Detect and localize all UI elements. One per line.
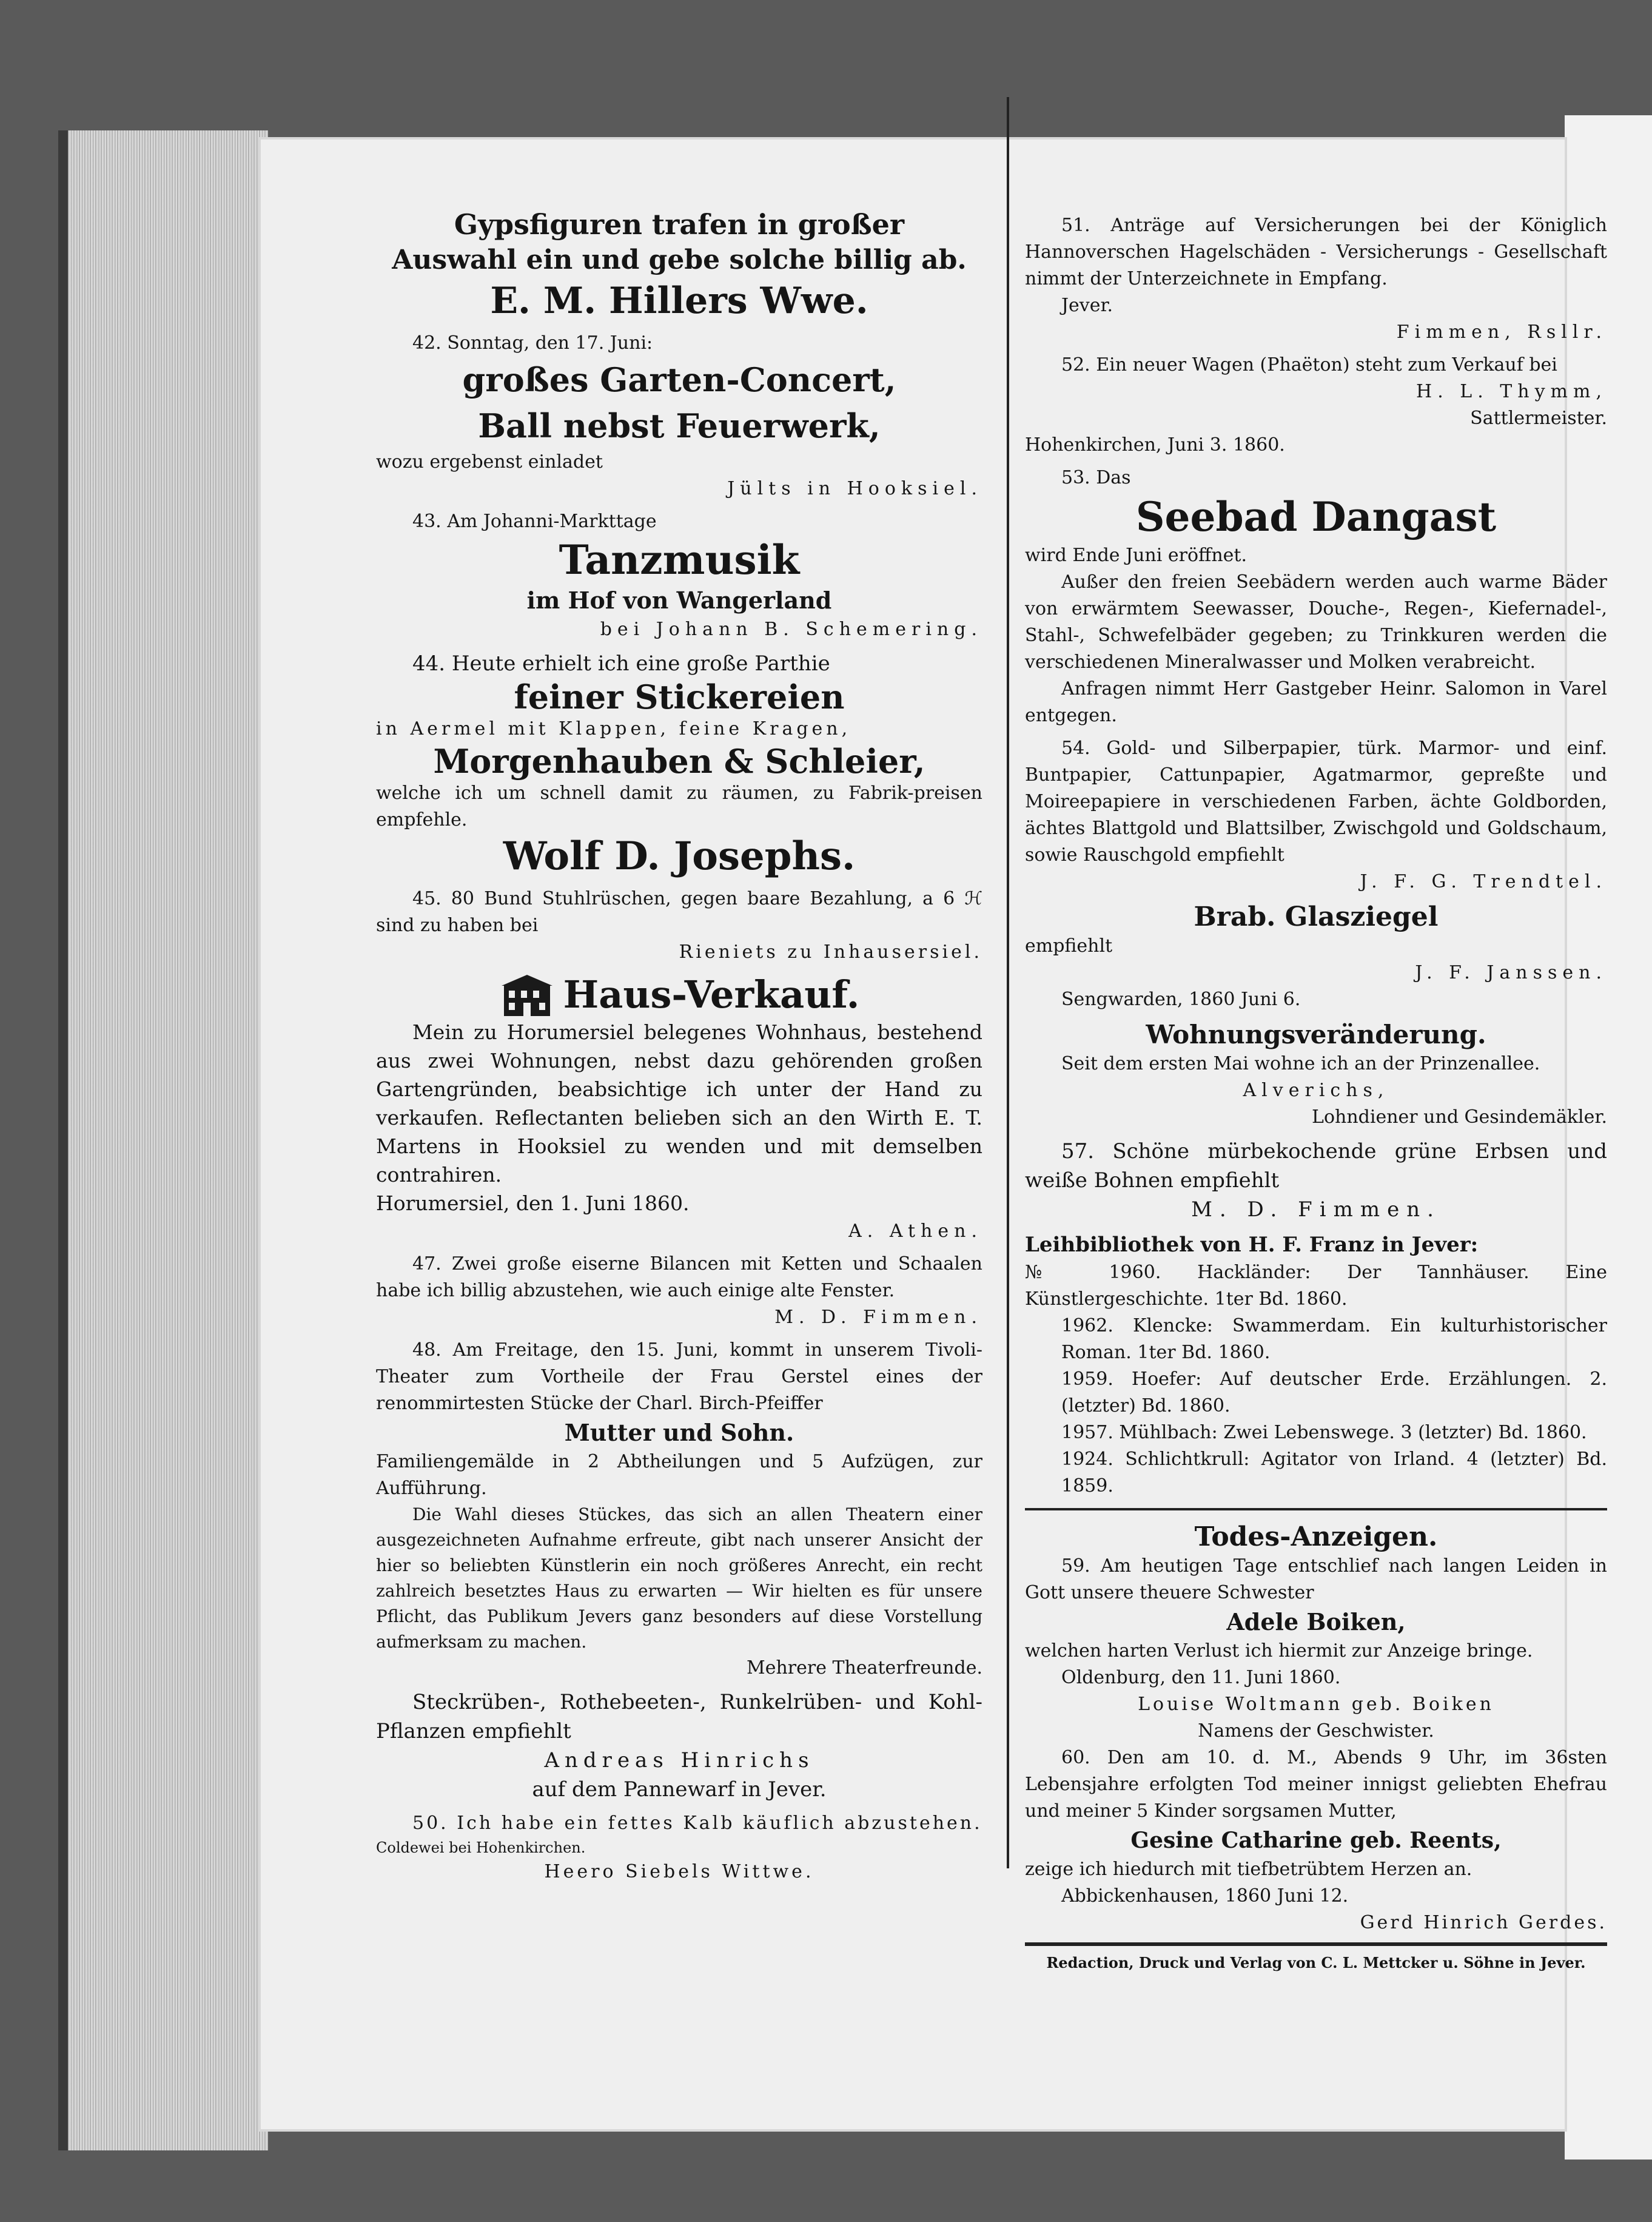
ad52-date: Hohenkirchen, Juni 3. 1860.	[1025, 434, 1285, 456]
library-item: 1959. Hoefer: Auf deutscher Erde. Erzählungen. 2. (letzter) Bd. 1860.	[1061, 1369, 1607, 1416]
ad57-sign: M. D. Fimmen.	[1191, 1197, 1441, 1222]
ad-50	[376, 1810, 982, 1885]
library-head: Leihbibliothek von H. F. Franz in Jever:	[1025, 1233, 1479, 1257]
brab-sign: J. F. Janssen.	[1415, 962, 1607, 983]
ad-haus-verkauf	[376, 972, 982, 1245]
ad45-sign: Rieniets zu Inhausersiel.	[679, 941, 982, 963]
ad-brab-glasziegel	[1025, 901, 1607, 1013]
ad42-invite: wozu ergebenst einladet	[376, 451, 603, 473]
ad-45	[376, 886, 982, 966]
deaths-title: Todes-Anzeigen.	[1194, 1521, 1438, 1552]
ad59-sign2: Namens der Geschwister.	[1198, 1720, 1434, 1742]
ad-53	[1025, 465, 1607, 729]
ad-library	[1025, 1230, 1607, 1500]
ad44-intro: 44. Heute erhielt ich eine große Parthie	[412, 651, 830, 676]
ad44-firm: Wolf D. Josephs.	[503, 833, 856, 879]
ad59-body: 59. Am heutigen Tage entschlief nach langen Leiden in Gott unsere theuere Schwester	[1025, 1555, 1607, 1603]
wohnung-body: Seit dem ersten Mai wohne ich an der Prinzenallee.	[1061, 1053, 1540, 1074]
gyps-firm: E. M. Hillers Wwe.	[490, 280, 868, 322]
column-divider	[1007, 97, 1009, 1868]
ad43-num: 43. Am Johanni-Markttage	[412, 511, 657, 532]
book-spine	[58, 130, 268, 2150]
haus-sign: A. Athen.	[848, 1220, 982, 1242]
ad44-body: welche ich um schnell damit zu räumen, zu Fabrik-preisen empfehle.	[376, 783, 982, 830]
library-item: 1957. Mühlbach: Zwei Lebenswege. 3 (letzter) Bd. 1860.	[1061, 1422, 1587, 1443]
ad43-h1: Tanzmusik	[559, 536, 800, 584]
ad50-place: Coldewei bei Hohenkirchen.	[376, 1839, 586, 1856]
wohnung-title: Wohnungsveränderung.	[1146, 1020, 1486, 1049]
house-icon	[499, 972, 555, 1017]
ad45-body: 45. 80 Bund Stuhlrüschen, gegen baare Bezahlung, a 6 ℋ sind zu haben bei	[376, 888, 982, 936]
ad49-sign2: auf dem Pannewarf in Jever.	[532, 1777, 827, 1802]
brab-title: Brab. Glasziegel	[1194, 901, 1439, 932]
ad42-num: 42. Sonntag, den 17. Juni:	[412, 332, 653, 354]
ad47-body: 47. Zwei große eiserne Bilancen mit Ketten und Schaalen habe ich billig abzustehen, wie auch einige alte Fenster.	[376, 1253, 982, 1301]
ad51-body: 51. Anträge auf Versicherungen bei der Königlich Hannoverschen Hagelschäden - Versicherungs - Gesellschaft nimmt der Unterzeichnete in Empfang.	[1025, 215, 1607, 289]
ad-54	[1025, 735, 1607, 895]
ad-52	[1025, 352, 1607, 459]
ad-48	[376, 1337, 982, 1682]
ad-gypsfiguren	[376, 206, 982, 324]
ad60-body: 60. Den am 10. d. M., Abends 9 Uhr, im 36sten Lebensjahre erfolgten Tod meiner innigst geliebten Ehefrau und meiner 5 Kinder sorgsamen Mutter,	[1025, 1747, 1607, 1822]
ad53-open: wird Ende Juni eröffnet.	[1025, 545, 1247, 566]
ad49-body: Steckrüben-, Rothebeeten-, Runkelrüben- und Kohl-Pflanzen empfiehlt	[376, 1690, 982, 1743]
ad60-line: zeige ich hiedurch mit tiefbetrübtem Herzen an.	[1025, 1859, 1472, 1880]
ad50-sign: Heero Siebels Wittwe.	[544, 1861, 814, 1882]
left-column	[376, 206, 982, 1891]
ad54-body: 54. Gold- und Silberpapier, türk. Marmor- und einf. Buntpapier, Cattunpapier, Agatmarmor, gepreßte und Moireepapiere in verschiedenen Farben, ächte Goldborden, ächtes Blattgold und Blattsilber, Zwischgold und Goldschaum, sowie Rauschgold empfiehlt	[1025, 738, 1607, 866]
ad48-body: 48. Am Freitage, den 15. Juni, kommt in unserem Tivoli-Theater zum Vortheile der Frau Gerstel eines der renommirtesten Stücke der Charl. Birch-Pfeiffer	[376, 1339, 982, 1414]
ad59-line: welchen harten Verlust ich hiermit zur Anzeige bringe.	[1025, 1640, 1533, 1661]
ad-wohnung	[1025, 1019, 1607, 1131]
ad44-h1: feiner Stickereien	[514, 678, 845, 716]
ad57-body: 57. Schöne mürbekochende grüne Erbsen und weiße Bohnen empfiehlt	[1025, 1139, 1607, 1193]
ad52-sign1: H. L. Thymm,	[1416, 381, 1607, 402]
ad47-sign: M. D. Fimmen.	[774, 1307, 982, 1328]
ad51-place: Jever.	[1061, 295, 1113, 316]
ad60-date: Abbickenhausen, 1860 Juni 12.	[1061, 1885, 1349, 1907]
ad48-title: Mutter und Sohn.	[564, 1419, 794, 1446]
ad51-sign: Fimmen, Rsllr.	[1396, 322, 1607, 343]
ad43-h2: im Hof von Wangerland	[526, 587, 832, 614]
ad44-h2: Morgenhauben & Schleier,	[433, 742, 925, 781]
ad-49	[376, 1688, 982, 1804]
haus-title: Haus-Verkauf.	[563, 972, 860, 1017]
ad42-h1: großes Garten-Concert,	[462, 360, 896, 399]
brab-date: Sengwarden, 1860 Juni 6.	[1061, 989, 1301, 1010]
ad59-date: Oldenburg, den 11. Juni 1860.	[1061, 1667, 1341, 1688]
ad60-sign: Gerd Hinrich Gerdes.	[1360, 1912, 1607, 1933]
right-column	[1025, 212, 1607, 1974]
haus-date: Horumersiel, den 1. Juni 1860.	[376, 1191, 690, 1215]
ad53-body2: Anfragen nimmt Herr Gastgeber Heinr. Salomon in Varel entgegen.	[1025, 678, 1607, 726]
haus-title-row	[376, 972, 982, 1018]
haus-body: Mein zu Horumersiel belegenes Wohnhaus, bestehend aus zwei Wohnungen, nebst dazu gehörenden großen Gartengründen, beabsichtige ich unter der Hand zu verkaufen. Reflectanten belieben sich an den Wirth E. T. Martens in Hooksiel zu wenden und mit demselben contrahiren.	[376, 1020, 982, 1187]
ad49-sign1: Andreas Hinrichs	[544, 1748, 814, 1773]
ad-44	[376, 649, 982, 880]
footer-rule	[1025, 1942, 1607, 1946]
library-item: № 1960. Hackländer: Der Tannhäuser. Eine Künstlergeschichte. 1ter Bd. 1860.	[1025, 1262, 1607, 1310]
ad44-line: in Aermel mit Klappen, feine Kragen,	[376, 718, 851, 739]
library-item: 1962. Klencke: Swammerdam. Ein kulturhistorischer Roman. 1ter Bd. 1860.	[1061, 1315, 1607, 1363]
ad48-body2: Die Wahl dieses Stückes, das sich an allen Theatern einer ausgezeichneten Aufnahme erfreute, gibt nach unserer Ansicht der hier so beliebten Künstlerin ein noch größeres Anrecht, ein recht zahlreich besetztes Haus zu erwarten — Wir hielten es für unsere Pflicht, das Publikum Jevers ganz besonders auf diese Vorstellung aufmerksam zu machen.	[376, 1504, 982, 1652]
ad53-title: Seebad Dangast	[1135, 493, 1497, 540]
ad-47	[376, 1251, 982, 1331]
death-notices	[1025, 1521, 1607, 1936]
ad48-sign: Mehrere Theaterfreunde.	[747, 1657, 982, 1678]
ad52-sign2: Sattlermeister.	[1470, 408, 1607, 429]
ad-42	[376, 330, 982, 502]
ad60-name: Gesine Catharine geb. Reents,	[1130, 1828, 1502, 1853]
library-item: 1924. Schlichtkrull: Agitator von Irland. 4 (letzter) Bd. 1859.	[1061, 1449, 1607, 1496]
ad53-body: Außer den freien Seebädern werden auch warme Bäder von erwärmtem Seewasser, Douche-, Regen-, Kiefernadel-, Stahl-, Schwefelbäder gegeben; zu Trinkkuren werden die verschiedenen Mineralwasser und Molken verabreicht.	[1025, 571, 1607, 673]
ad-57	[1025, 1137, 1607, 1224]
ad59-sign1: Louise Woltmann geb. Boiken	[1138, 1694, 1494, 1715]
ad52-body: 52. Ein neuer Wagen (Phaëton) steht zum Verkauf bei	[1061, 354, 1557, 375]
wohnung-sign2: Lohndiener und Gesindemäkler.	[1312, 1106, 1607, 1128]
ad43-sign: bei Johann B. Schemering.	[600, 619, 982, 640]
ad-43	[376, 508, 982, 643]
wohnung-sign1: Alverichs,	[1243, 1080, 1389, 1101]
gyps-line2: Auswahl ein und gebe solche billig ab.	[392, 244, 967, 275]
gyps-line1: Gypsfiguren trafen in großer	[454, 208, 905, 241]
brab-lead: empfiehlt	[1025, 935, 1113, 957]
ad50-body: 50. Ich habe ein fettes Kalb käuflich abzustehen.	[412, 1813, 982, 1834]
ad-51	[1025, 212, 1607, 346]
ad42-sign: Jülts in Hooksiel.	[727, 478, 982, 499]
ad53-num: 53. Das	[1061, 467, 1131, 488]
section-rule	[1025, 1508, 1607, 1510]
ad42-h2: Ball nebst Feuerwerk,	[478, 406, 881, 445]
ad59-name: Adele Boiken,	[1226, 1608, 1406, 1635]
ad54-sign: J. F. G. Trendtel.	[1360, 871, 1607, 892]
imprint: Redaction, Druck und Verlag von C. L. Mettcker u. Söhne in Jever.	[1046, 1954, 1586, 1971]
ad48-sub: Familiengemälde in 2 Abtheilungen und 5 Aufzügen, zur Aufführung.	[376, 1451, 982, 1499]
